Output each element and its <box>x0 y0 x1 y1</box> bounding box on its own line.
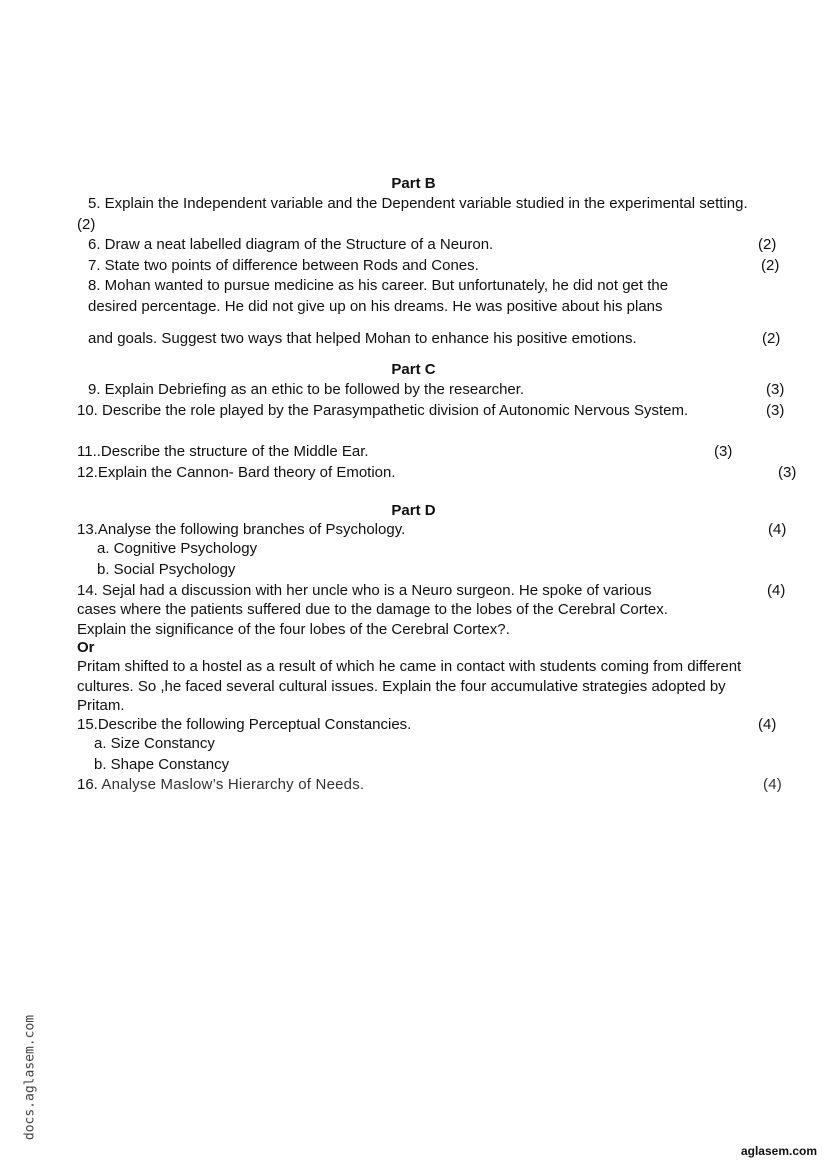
question-16-number: 16. <box>77 776 98 793</box>
question-6-marks: (2) <box>758 236 777 253</box>
question-10: 10. Describe the role played by the Parasympathetic division of Autonomic Nervous System. <box>77 402 689 419</box>
question-14-alt-line-2: cultures. So ,he faced several cultural issues. Explain the four accumulative strategies adopted by <box>77 678 726 695</box>
question-5-marks: (2) <box>77 216 96 233</box>
question-8-line-3: and goals. Suggest two ways that helped Mohan to enhance his positive emotions. <box>88 330 637 347</box>
question-16 <box>77 776 364 794</box>
question-13-option-a: a. Cognitive Psychology <box>97 540 258 557</box>
question-5: 5. Explain the Independent variable and the Dependent variable studied in the experimental setting. <box>88 195 748 212</box>
question-11: 11..Describe the structure of the Middle Ear. <box>77 443 369 460</box>
question-14-alt-line-3: Pritam. <box>77 697 125 714</box>
question-13-marks: (4) <box>768 521 787 538</box>
question-9-marks: (3) <box>766 381 785 398</box>
question-14-line-3: Explain the significance of the four lobes of the Cerebral Cortex?. <box>77 621 510 638</box>
question-14-line-1: 14. Sejal had a discussion with her uncle who is a Neuro surgeon. He spoke of various <box>77 582 652 599</box>
part-d-heading: Part D <box>391 502 436 519</box>
part-b-heading: Part B <box>391 175 436 192</box>
question-7: 7. State two points of difference between Rods and Cones. <box>88 257 479 274</box>
question-15: 15.Describe the following Perceptual Constancies. <box>77 716 412 733</box>
question-16-marks: (4) <box>763 776 782 793</box>
question-15-option-b: b. Shape Constancy <box>94 756 230 773</box>
question-15-marks: (4) <box>758 716 777 733</box>
question-13-option-b: b. Social Psychology <box>97 561 236 578</box>
question-12: 12.Explain the Cannon- Bard theory of Emotion. <box>77 464 396 481</box>
question-14-marks: (4) <box>767 582 786 599</box>
question-14-alt-line-1: Pritam shifted to a hostel as a result of which he came in contact with students coming from different <box>77 658 742 675</box>
question-13: 13.Analyse the following branches of Psychology. <box>77 521 406 538</box>
question-16-text: Analyse Maslow’s Hierarchy of Needs. <box>97 776 365 793</box>
watermark-text: docs.aglasem.com <box>22 1014 38 1141</box>
footer-site-label: aglasem.com <box>740 1144 817 1158</box>
question-8-line-1: 8. Mohan wanted to pursue medicine as his career. But unfortunately, he did not get the <box>88 277 669 294</box>
question-8-marks: (2) <box>762 330 781 347</box>
or-label: Or <box>77 639 95 656</box>
question-7-marks: (2) <box>761 257 780 274</box>
question-6: 6. Draw a neat labelled diagram of the Structure of a Neuron. <box>88 236 494 253</box>
question-11-marks: (3) <box>714 443 733 460</box>
question-8-line-2: desired percentage. He did not give up on his dreams. He was positive about his plans <box>88 298 663 315</box>
question-14-line-2: cases where the patients suffered due to the damage to the lobes of the Cerebral Cortex. <box>77 601 668 618</box>
part-c-heading: Part C <box>391 361 436 378</box>
question-10-marks: (3) <box>766 402 785 419</box>
question-15-option-a: a. Size Constancy <box>94 735 215 752</box>
question-12-marks: (3) <box>778 464 797 481</box>
question-9: 9. Explain Debriefing as an ethic to be followed by the researcher. <box>88 381 525 398</box>
